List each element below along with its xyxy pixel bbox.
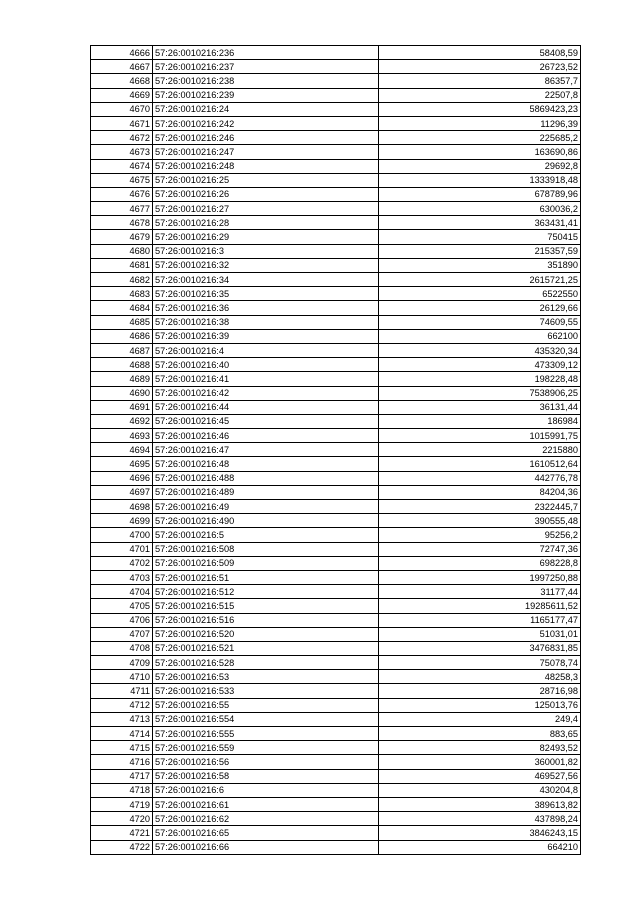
value-cell: 1165177,47 [379,613,581,627]
row-number-cell: 4671 [91,116,153,130]
table-row [91,812,581,826]
cadastral-number-cell: 57:26:0010216:239 [153,88,379,102]
cadastral-number-cell: 57:26:0010216:49 [153,500,379,514]
cadastral-number-cell: 57:26:0010216:3 [153,244,379,258]
cadastral-number-cell: 57:26:0010216:27 [153,202,379,216]
row-number-cell: 4718 [91,783,153,797]
row-number-cell: 4684 [91,301,153,315]
cadastral-number-cell: 57:26:0010216:237 [153,60,379,74]
cadastral-number-cell: 57:26:0010216:24 [153,102,379,116]
row-number-cell: 4682 [91,273,153,287]
cadastral-number-cell: 57:26:0010216:65 [153,826,379,840]
cadastral-number-cell: 57:26:0010216:56 [153,755,379,769]
row-number-cell: 4693 [91,429,153,443]
table-row [91,514,581,528]
row-number-cell: 4690 [91,386,153,400]
table-row [91,145,581,159]
row-number-cell: 4692 [91,414,153,428]
cadastral-number-cell: 57:26:0010216:42 [153,386,379,400]
row-number-cell: 4677 [91,202,153,216]
table-row [91,329,581,343]
row-number-cell: 4714 [91,727,153,741]
table-row [91,258,581,272]
value-cell: 36131,44 [379,400,581,414]
value-cell: 74609,55 [379,315,581,329]
table-row [91,542,581,556]
value-cell: 75078,74 [379,656,581,670]
row-number-cell: 4717 [91,769,153,783]
table-row [91,570,581,584]
table-row [91,102,581,116]
cadastral-number-cell: 57:26:0010216:55 [153,698,379,712]
cadastral-number-cell: 57:26:0010216:242 [153,116,379,130]
row-number-cell: 4700 [91,528,153,542]
table-row [91,443,581,457]
cadastral-number-cell: 57:26:0010216:35 [153,287,379,301]
table-row [91,358,581,372]
table-row [91,187,581,201]
cadastral-number-cell: 57:26:0010216:47 [153,443,379,457]
row-number-cell: 4705 [91,599,153,613]
cadastral-number-cell: 57:26:0010216:559 [153,741,379,755]
cadastral-number-cell: 57:26:0010216:45 [153,414,379,428]
cadastral-number-cell: 57:26:0010216:61 [153,797,379,811]
row-number-cell: 4666 [91,46,153,60]
table-row [91,840,581,854]
row-number-cell: 4702 [91,556,153,570]
value-cell: 435320,34 [379,343,581,357]
row-number-cell: 4695 [91,457,153,471]
table-row [91,783,581,797]
row-number-cell: 4722 [91,840,153,854]
value-cell: 249,4 [379,712,581,726]
cadastral-number-cell: 57:26:0010216:528 [153,656,379,670]
cadastral-number-cell: 57:26:0010216:34 [153,273,379,287]
table-row [91,755,581,769]
row-number-cell: 4720 [91,812,153,826]
value-cell: 363431,41 [379,216,581,230]
value-cell: 1610512,64 [379,457,581,471]
cadastral-number-cell: 57:26:0010216:36 [153,301,379,315]
table-row [91,414,581,428]
row-number-cell: 4698 [91,500,153,514]
value-cell: 95256,2 [379,528,581,542]
row-number-cell: 4701 [91,542,153,556]
row-number-cell: 4704 [91,585,153,599]
cadastral-number-cell: 57:26:0010216:32 [153,258,379,272]
value-cell: 437898,24 [379,812,581,826]
cadastral-value-table [90,45,581,855]
table-row [91,244,581,258]
value-cell: 1997250,88 [379,570,581,584]
cadastral-number-cell: 57:26:0010216:28 [153,216,379,230]
cadastral-number-cell: 57:26:0010216:66 [153,840,379,854]
value-cell: 390555,48 [379,514,581,528]
cadastral-number-cell: 57:26:0010216:5 [153,528,379,542]
cadastral-number-cell: 57:26:0010216:38 [153,315,379,329]
cadastral-number-cell: 57:26:0010216:555 [153,727,379,741]
cadastral-number-cell: 57:26:0010216:489 [153,485,379,499]
cadastral-number-cell: 57:26:0010216:508 [153,542,379,556]
table-row [91,741,581,755]
row-number-cell: 4712 [91,698,153,712]
table-row [91,528,581,542]
table-row [91,46,581,60]
value-cell: 351890 [379,258,581,272]
row-number-cell: 4713 [91,712,153,726]
row-number-cell: 4699 [91,514,153,528]
table-row [91,727,581,741]
table-row [91,556,581,570]
row-number-cell: 4676 [91,187,153,201]
value-cell: 6522550 [379,287,581,301]
value-cell: 11296,39 [379,116,581,130]
table-row [91,684,581,698]
row-number-cell: 4681 [91,258,153,272]
row-number-cell: 4679 [91,230,153,244]
table-body [91,46,581,855]
value-cell: 662100 [379,329,581,343]
cadastral-number-cell: 57:26:0010216:51 [153,570,379,584]
value-cell: 750415 [379,230,581,244]
value-cell: 82493,52 [379,741,581,755]
cadastral-number-cell: 57:26:0010216:26 [153,187,379,201]
value-cell: 31177,44 [379,585,581,599]
value-cell: 2615721,25 [379,273,581,287]
value-cell: 198228,48 [379,372,581,386]
table-row [91,641,581,655]
value-cell: 186984 [379,414,581,428]
row-number-cell: 4675 [91,173,153,187]
cadastral-number-cell: 57:26:0010216:6 [153,783,379,797]
value-cell: 442776,78 [379,471,581,485]
table-row [91,173,581,187]
value-cell: 678789,96 [379,187,581,201]
value-cell: 883,65 [379,727,581,741]
row-number-cell: 4672 [91,131,153,145]
table-row [91,273,581,287]
value-cell: 215357,59 [379,244,581,258]
row-number-cell: 4710 [91,670,153,684]
table-row [91,159,581,173]
table-row [91,116,581,130]
row-number-cell: 4711 [91,684,153,698]
cadastral-number-cell: 57:26:0010216:509 [153,556,379,570]
cadastral-number-cell: 57:26:0010216:488 [153,471,379,485]
table-row [91,797,581,811]
row-number-cell: 4709 [91,656,153,670]
table-row [91,315,581,329]
value-cell: 7538906,25 [379,386,581,400]
table-row [91,670,581,684]
row-number-cell: 4694 [91,443,153,457]
cadastral-number-cell: 57:26:0010216:4 [153,343,379,357]
value-cell: 225685,2 [379,131,581,145]
value-cell: 1333918,48 [379,173,581,187]
value-cell: 22507,8 [379,88,581,102]
value-cell: 3476831,85 [379,641,581,655]
value-cell: 469527,56 [379,769,581,783]
value-cell: 48258,3 [379,670,581,684]
cadastral-number-cell: 57:26:0010216:533 [153,684,379,698]
row-number-cell: 4687 [91,343,153,357]
cadastral-number-cell: 57:26:0010216:40 [153,358,379,372]
value-cell: 26129,66 [379,301,581,315]
table-row [91,372,581,386]
value-cell: 630036,2 [379,202,581,216]
row-number-cell: 4680 [91,244,153,258]
cadastral-number-cell: 57:26:0010216:41 [153,372,379,386]
table-row [91,230,581,244]
row-number-cell: 4668 [91,74,153,88]
cadastral-number-cell: 57:26:0010216:46 [153,429,379,443]
row-number-cell: 4708 [91,641,153,655]
table-row [91,400,581,414]
cadastral-number-cell: 57:26:0010216:236 [153,46,379,60]
value-cell: 2215880 [379,443,581,457]
table-row [91,88,581,102]
table-row [91,627,581,641]
value-cell: 84204,36 [379,485,581,499]
row-number-cell: 4688 [91,358,153,372]
value-cell: 1015991,75 [379,429,581,443]
table-row [91,301,581,315]
table-row [91,500,581,514]
row-number-cell: 4670 [91,102,153,116]
table-row [91,429,581,443]
table-row [91,216,581,230]
row-number-cell: 4697 [91,485,153,499]
row-number-cell: 4685 [91,315,153,329]
value-cell: 5869423,23 [379,102,581,116]
value-cell: 698228,8 [379,556,581,570]
cadastral-number-cell: 57:26:0010216:516 [153,613,379,627]
cadastral-number-cell: 57:26:0010216:246 [153,131,379,145]
value-cell: 72747,36 [379,542,581,556]
table-row [91,386,581,400]
table-row [91,599,581,613]
row-number-cell: 4715 [91,741,153,755]
table-row [91,457,581,471]
row-number-cell: 4696 [91,471,153,485]
table-row [91,712,581,726]
cadastral-number-cell: 57:26:0010216:238 [153,74,379,88]
cadastral-number-cell: 57:26:0010216:247 [153,145,379,159]
row-number-cell: 4683 [91,287,153,301]
table-row [91,74,581,88]
cadastral-number-cell: 57:26:0010216:490 [153,514,379,528]
value-cell: 28716,98 [379,684,581,698]
table-row [91,585,581,599]
row-number-cell: 4673 [91,145,153,159]
table-row [91,343,581,357]
table-row [91,698,581,712]
table-row [91,287,581,301]
row-number-cell: 4719 [91,797,153,811]
cadastral-number-cell: 57:26:0010216:29 [153,230,379,244]
cadastral-number-cell: 57:26:0010216:521 [153,641,379,655]
row-number-cell: 4678 [91,216,153,230]
value-cell: 26723,52 [379,60,581,74]
cadastral-number-cell: 57:26:0010216:515 [153,599,379,613]
value-cell: 389613,82 [379,797,581,811]
table-row [91,613,581,627]
row-number-cell: 4689 [91,372,153,386]
value-cell: 58408,59 [379,46,581,60]
row-number-cell: 4707 [91,627,153,641]
table-row [91,769,581,783]
value-cell: 2322445,7 [379,500,581,514]
cadastral-number-cell: 57:26:0010216:39 [153,329,379,343]
cadastral-number-cell: 57:26:0010216:62 [153,812,379,826]
cadastral-number-cell: 57:26:0010216:248 [153,159,379,173]
value-cell: 3846243,15 [379,826,581,840]
table-row [91,202,581,216]
row-number-cell: 4691 [91,400,153,414]
cadastral-number-cell: 57:26:0010216:44 [153,400,379,414]
table-row [91,656,581,670]
value-cell: 86357,7 [379,74,581,88]
row-number-cell: 4721 [91,826,153,840]
value-cell: 360001,82 [379,755,581,769]
cadastral-number-cell: 57:26:0010216:58 [153,769,379,783]
table-row [91,60,581,74]
row-number-cell: 4716 [91,755,153,769]
value-cell: 430204,8 [379,783,581,797]
value-cell: 664210 [379,840,581,854]
table-row [91,471,581,485]
value-cell: 19285611,52 [379,599,581,613]
table-row [91,826,581,840]
table-row [91,131,581,145]
value-cell: 51031,01 [379,627,581,641]
cadastral-number-cell: 57:26:0010216:25 [153,173,379,187]
value-cell: 125013,76 [379,698,581,712]
cadastral-number-cell: 57:26:0010216:48 [153,457,379,471]
row-number-cell: 4669 [91,88,153,102]
row-number-cell: 4686 [91,329,153,343]
row-number-cell: 4667 [91,60,153,74]
value-cell: 473309,12 [379,358,581,372]
cadastral-number-cell: 57:26:0010216:53 [153,670,379,684]
cadastral-number-cell: 57:26:0010216:554 [153,712,379,726]
cadastral-number-cell: 57:26:0010216:520 [153,627,379,641]
value-cell: 163690,86 [379,145,581,159]
row-number-cell: 4674 [91,159,153,173]
row-number-cell: 4703 [91,570,153,584]
row-number-cell: 4706 [91,613,153,627]
table-row [91,485,581,499]
value-cell: 29692,8 [379,159,581,173]
cadastral-number-cell: 57:26:0010216:512 [153,585,379,599]
